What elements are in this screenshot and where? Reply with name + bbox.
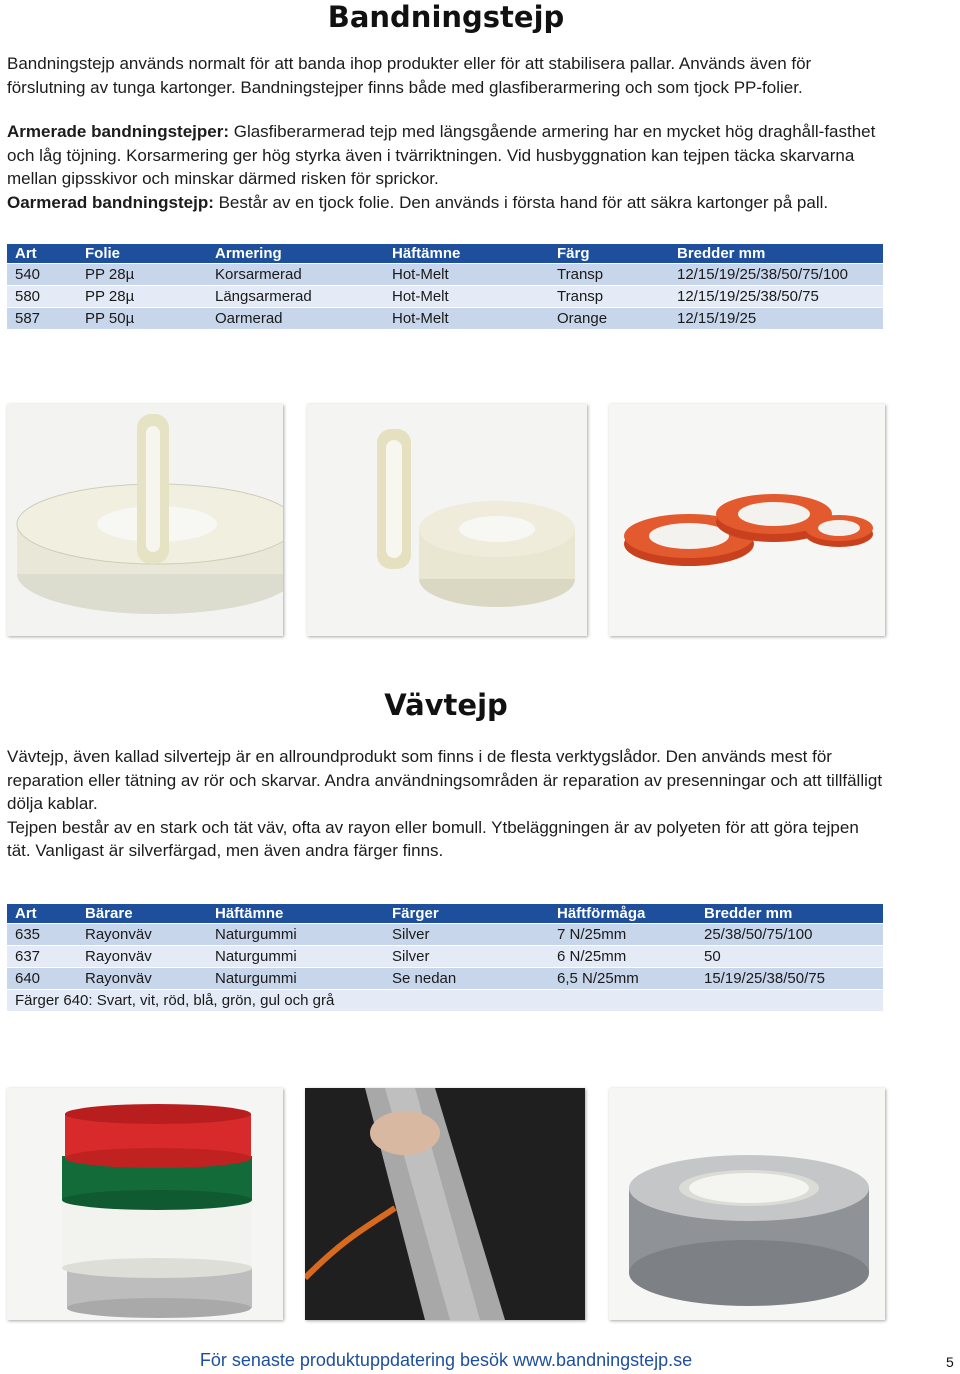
photo-orange-unreinforced-tape — [609, 404, 885, 636]
armed-text: Glasfiberarmerad tejp med längsgående armering har en mycket hög draghåll-fasthet och låg töjning. Korsarmering ger hög styrka även i tvärriktningen. Vid husbyggnation kan tejpen täcka skarvarna mellan gipsskivor och minskar därmed risken för sprickor. — [7, 122, 876, 189]
col-header: Art — [7, 904, 77, 923]
table-cell: Hot-Melt — [384, 307, 549, 329]
table-cell: 6,5 N/25mm — [549, 967, 696, 989]
table-cell: 15/19/25/38/50/75 — [696, 967, 883, 989]
table-cell: Orange — [549, 307, 669, 329]
table-cell: Naturgummi — [207, 945, 384, 967]
photo-silver-duct-tape — [609, 1088, 885, 1320]
table-cell: 25/38/50/75/100 — [696, 923, 883, 945]
table-cell: Transp — [549, 263, 669, 285]
vavtejp-paragraph-1: Vävtejp, även kallad silvertejp är en allroundprodukt som finns i de flesta verktygslådor. Den används mest för reparation eller tätning av rör och skarvar. Andra användningsområden är reparation av presenningar och att tillfälligt dölja kablar. — [7, 747, 883, 814]
intro-line-1: Bandningstejp används normalt för att banda ihop produkter eller för att stabilisera pallar. Används även för — [7, 54, 812, 73]
table-cell: 637 — [7, 945, 77, 967]
table-cell: 7 N/25mm — [549, 923, 696, 945]
table-cell: Längsarmerad — [207, 285, 384, 307]
table-cell: 587 — [7, 307, 77, 329]
table-row — [7, 945, 883, 967]
col-header: Färger — [384, 904, 549, 923]
table-cell: PP 28µ — [77, 285, 207, 307]
hand-taping-illustration — [305, 1088, 585, 1320]
tape-roll-illustration — [7, 404, 283, 636]
table-cell: Naturgummi — [207, 923, 384, 945]
table-cell: 635 — [7, 923, 77, 945]
unarmed-paragraph — [7, 191, 887, 215]
photo-cross-reinforced-tape — [7, 404, 283, 636]
table-cell: Naturgummi — [207, 967, 384, 989]
table-header-row — [7, 904, 883, 923]
table-row — [7, 967, 883, 989]
table-note-row — [7, 989, 883, 1011]
section-title-bandningstejp: Bandningstejp — [327, 0, 565, 34]
intro-line-2: förslutning av tunga kartonger. Bandningstejper finns både med glasfiberarmering och som tjock PP-folier. — [7, 77, 803, 97]
table-cell: Korsarmerad — [207, 263, 384, 285]
table-cell: Silver — [384, 923, 549, 945]
bandningstejp-description — [7, 52, 887, 215]
table-cell: 580 — [7, 285, 77, 307]
photo-duct-tape-hand — [305, 1088, 585, 1320]
photo-longitudinal-reinforced-tape — [307, 404, 587, 636]
col-header: Art — [7, 244, 77, 263]
table-cell: 12/15/19/25/38/50/75/100 — [669, 263, 883, 285]
table-cell: Rayonväv — [77, 967, 207, 989]
tape-roll-illustration — [609, 404, 885, 636]
col-header: Bredder mm — [669, 244, 883, 263]
table-header-row — [7, 244, 883, 263]
table-row — [7, 285, 883, 307]
col-header: Häftförmåga — [549, 904, 696, 923]
table-cell: Hot-Melt — [384, 285, 549, 307]
col-header: Bredder mm — [696, 904, 883, 923]
table-cell: 6 N/25mm — [549, 945, 696, 967]
vavtejp-description — [7, 745, 887, 863]
photo-colored-duct-tapes — [7, 1088, 283, 1320]
col-header: Färg — [549, 244, 669, 263]
page-number: 5 — [946, 1354, 954, 1370]
bandningstejp-spec-table — [7, 244, 883, 329]
table-cell: 50 — [696, 945, 883, 967]
footer-link-text: För senaste produktuppdatering besök www.bandningstejp.se — [199, 1350, 693, 1370]
table-cell: Rayonväv — [77, 923, 207, 945]
table-cell: PP 28µ — [77, 263, 207, 285]
table-cell: Hot-Melt — [384, 263, 549, 285]
table-cell: Silver — [384, 945, 549, 967]
vavtejp-paragraph-2: Tejpen består av en stark och tät väv, ofta av rayon eller bomull. Ytbeläggningen är av polyeten för att göra tejpen tät. Vanligast är silverfärgad, men även andra färger finns. — [7, 817, 859, 861]
table-cell: PP 50µ — [77, 307, 207, 329]
table-cell: 640 — [7, 967, 77, 989]
table-row — [7, 263, 883, 285]
col-header: Armering — [207, 244, 384, 263]
vavtejp-spec-table — [7, 904, 883, 1011]
col-header: Folie — [77, 244, 207, 263]
table-cell: Se nedan — [384, 967, 549, 989]
table-cell: 12/15/19/25 — [669, 307, 883, 329]
table-cell: Oarmerad — [207, 307, 384, 329]
col-header: Häftämne — [384, 244, 549, 263]
armed-label: Armerade bandningstejper: — [7, 122, 229, 142]
tape-roll-illustration — [609, 1088, 885, 1320]
armed-paragraph — [7, 120, 887, 191]
col-header: Häftämne — [207, 904, 384, 923]
table-row — [7, 307, 883, 329]
unarmed-text: Består av en tjock folie. Den används i första hand för att säkra kartonger på pall. — [213, 192, 829, 212]
table-row — [7, 923, 883, 945]
table-cell: Transp — [549, 285, 669, 307]
col-header: Bärare — [77, 904, 207, 923]
table-cell: 540 — [7, 263, 77, 285]
table-cell: 12/15/19/25/38/50/75 — [669, 285, 883, 307]
table-note: Färger 640: Svart, vit, röd, blå, grön, gul och grå — [7, 989, 883, 1011]
tape-stack-illustration — [7, 1088, 283, 1320]
unarmed-label: Oarmerad bandningstejp: — [7, 192, 214, 212]
table-cell: Rayonväv — [77, 945, 207, 967]
tape-roll-illustration — [307, 404, 587, 636]
section-title-vavtejp: Vävtejp — [384, 688, 508, 722]
